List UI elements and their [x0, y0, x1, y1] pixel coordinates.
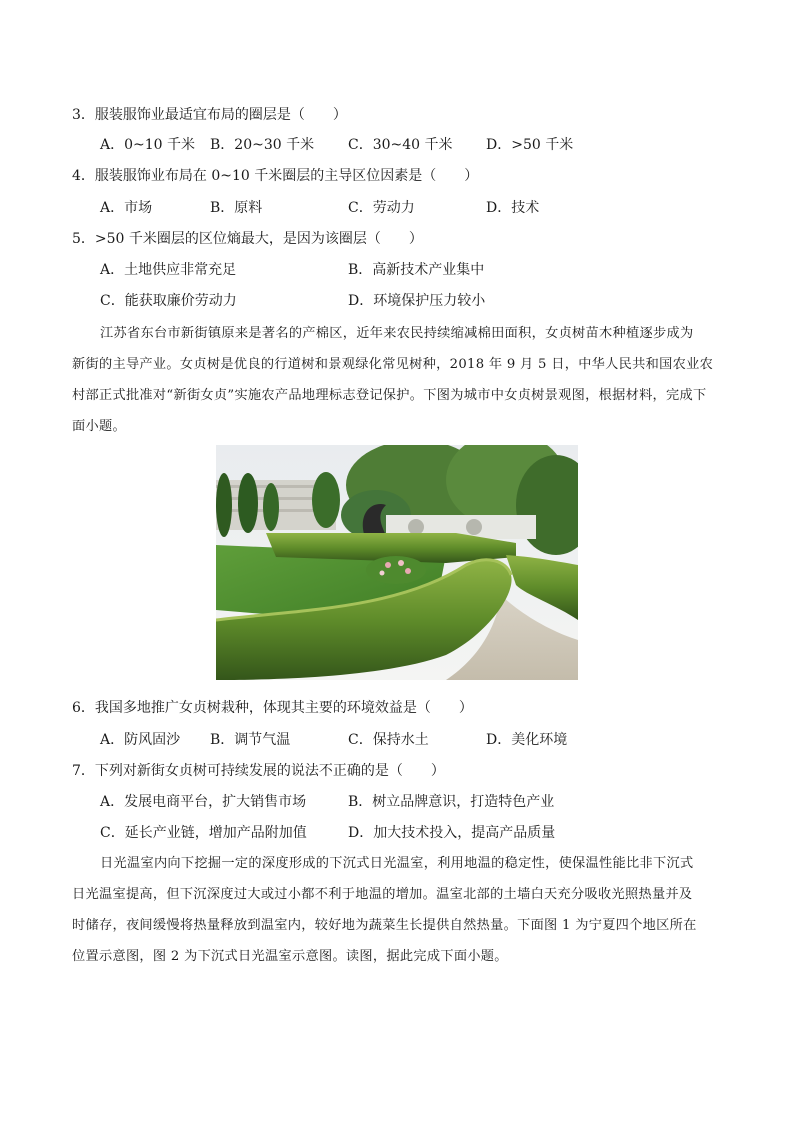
question-6-stem: 6．我国多地推广女贞树栽种，体现其主要的环境效益是（ ）	[72, 700, 473, 716]
question-6-option-a[interactable]: A．防风固沙	[100, 732, 181, 748]
question-7-option-c[interactable]: C．延长产业链，增加产品附加值	[100, 825, 307, 841]
question-7-option-d[interactable]: D．加大技术投入，提高产品质量	[348, 825, 556, 841]
passage-2-line-3: 时储存，夜间缓慢将热量释放到温室内，较好地为蔬菜生长提供自然热量。下面图 1 为宁夏四个地区所在	[72, 918, 697, 933]
passage-1-line-4: 面小题。	[72, 419, 126, 434]
question-7-option-a[interactable]: A．发展电商平台，扩大销售市场	[100, 794, 307, 810]
question-5-option-d[interactable]: D．环境保护压力较小	[348, 293, 486, 309]
passage-1-line-1: 江苏省东台市新街镇原来是著名的产棉区，近年来农民持续缩减棉田面积，女贞树苗木种植逐步成为	[100, 326, 694, 341]
question-7-stem: 7．下列对新街女贞树可持续发展的说法不正确的是（ ）	[72, 763, 445, 779]
question-4-option-b[interactable]: B．原料	[210, 200, 263, 216]
question-4-option-d[interactable]: D．技术	[486, 200, 540, 216]
nvzhen-landscape-photo	[216, 445, 578, 680]
question-4-option-a[interactable]: A．市场	[100, 200, 153, 216]
question-5-option-c[interactable]: C．能获取廉价劳动力	[100, 293, 237, 309]
question-6-option-c[interactable]: C．保持水土	[348, 732, 429, 748]
passage-1-line-2: 新街的主导产业。女贞树是优良的行道树和景观绿化常见树种，2018 年 9 月 5 日，中华人民共和国农业农	[72, 357, 714, 372]
question-5-stem: 5．>50 千米圈层的区位熵最大，是因为该圈层（ ）	[72, 231, 423, 247]
question-4-stem: 4．服装服饰业布局在 0~10 千米圈层的主导区位因素是（ ）	[72, 168, 479, 184]
passage-2-line-1: 日光温室内向下挖掘一定的深度形成的下沉式日光温室，利用地温的稳定性，使保温性能比非下沉式	[100, 856, 694, 871]
question-4-option-c[interactable]: C．劳动力	[348, 200, 415, 216]
passage-nvzhen-tree	[72, 318, 722, 442]
passage-sunken-greenhouse	[72, 848, 722, 972]
question-6-option-d[interactable]: D．美化环境	[486, 732, 568, 748]
question-5-option-b[interactable]: B．高新技术产业集中	[348, 262, 485, 278]
passage-1-line-3: 村部正式批准对“新街女贞”实施农产品地理标志登记保护。下图为城市中女贞树景观图，根据材料，完成下	[72, 388, 707, 403]
question-6-option-b[interactable]: B．调节气温	[210, 732, 291, 748]
question-3-option-b[interactable]: B．20~30 千米	[210, 137, 315, 153]
question-5-option-a[interactable]: A．土地供应非常充足	[100, 262, 237, 278]
question-3-stem: 3．服装服饰业最适宜布局的圈层是（ ）	[72, 107, 347, 123]
question-3-option-d[interactable]: D．>50 千米	[486, 137, 574, 153]
question-3-option-a[interactable]: A．0~10 千米	[100, 137, 196, 153]
passage-2-line-2: 日光温室提高，但下沉深度过大或过小都不利于地温的增加。温室北部的土墙白天充分吸收光照热量并及	[72, 887, 693, 902]
question-7-option-b[interactable]: B．树立品牌意识，打造特色产业	[348, 794, 555, 810]
question-3-option-c[interactable]: C．30~40 千米	[348, 137, 453, 153]
passage-2-line-4: 位置示意图，图 2 为下沉式日光温室示意图。读图，据此完成下面小题。	[72, 949, 508, 964]
